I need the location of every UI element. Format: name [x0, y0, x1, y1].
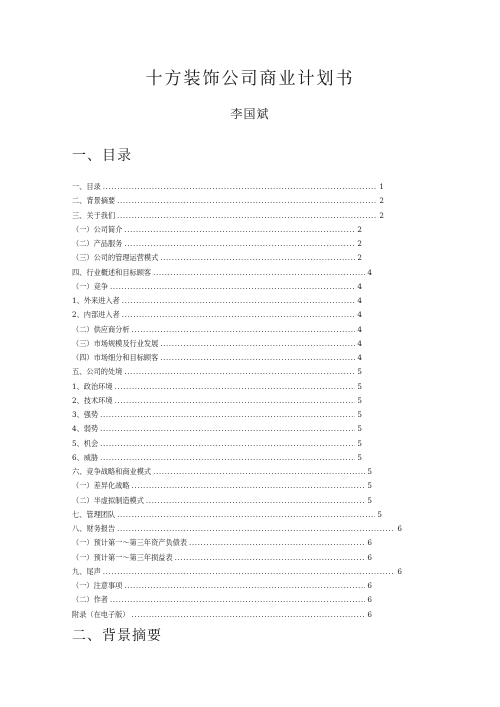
toc-entry-label: 六、竞争战略和商业模式	[72, 467, 152, 476]
toc-leader-dots	[160, 337, 355, 351]
toc-leader-dots	[132, 323, 356, 337]
toc-entry[interactable]	[72, 294, 362, 308]
section-heading-toc: 一、目录	[72, 148, 132, 164]
toc-entry[interactable]	[72, 494, 372, 508]
toc-leader-dots	[115, 380, 356, 394]
toc-entry-page: 6	[367, 552, 372, 562]
toc-leader-dots	[103, 565, 396, 579]
toc-entry-page: 6	[397, 524, 402, 533]
document-title: 十方装饰公司商业计划书	[145, 69, 355, 89]
toc-leader-dots	[117, 522, 395, 536]
toc-leader-dots	[110, 593, 365, 607]
toc-entry-label: 三、关于我们	[72, 210, 116, 220]
toc-entry[interactable]	[72, 508, 382, 522]
toc-entry[interactable]	[72, 308, 362, 322]
toc-entry[interactable]	[72, 337, 362, 351]
toc-leader-dots	[117, 508, 375, 522]
toc-entry[interactable]	[72, 223, 362, 237]
toc-entry-label: 1、政治环境	[72, 381, 113, 391]
toc-entry[interactable]	[72, 251, 362, 265]
toc-entry-page: 6	[367, 595, 372, 605]
toc-leader-dots	[175, 551, 366, 565]
toc-leader-dots	[146, 494, 366, 508]
toc-entry[interactable]	[72, 465, 372, 479]
toc-entry-page: 4	[357, 281, 362, 291]
toc-entry[interactable]	[72, 451, 362, 465]
toc-entry-label: （一）公司简介	[72, 224, 123, 234]
toc-entry[interactable]	[72, 194, 384, 208]
toc-entry-page: 5	[357, 410, 362, 419]
toc-entry-page: 2	[357, 224, 362, 234]
toc-entry-label: （三）市场规模及行业发展	[72, 338, 159, 348]
toc-leader-dots	[117, 209, 377, 223]
toc-entry[interactable]	[72, 579, 372, 593]
toc-entry[interactable]	[72, 266, 372, 280]
toc-leader-dots	[100, 422, 355, 436]
toc-entry[interactable]	[72, 479, 372, 493]
table-of-contents	[72, 180, 402, 622]
toc-entry-page: 6	[367, 609, 372, 619]
toc-leader-dots	[100, 451, 355, 465]
toc-entry-page: 5	[357, 424, 362, 434]
toc-entry-label: 四、行业概述和目标顾客	[72, 267, 152, 277]
toc-entry-page: 6	[367, 538, 372, 548]
toc-entry-label: 二、背景摘要	[72, 196, 116, 206]
toc-entry[interactable]	[72, 209, 384, 223]
toc-entry-label: （四）市场细分和目标顾客	[72, 353, 159, 362]
toc-leader-dots	[117, 194, 377, 208]
toc-entry-page: 4	[357, 338, 362, 348]
toc-entry-label: （一）预计第一～第三年损益表	[72, 552, 173, 562]
toc-entry[interactable]	[72, 351, 362, 365]
toc-leader-dots	[124, 223, 355, 237]
toc-leader-dots	[115, 394, 356, 408]
toc-entry-label: （一）预计第一～第三年资产负债表	[72, 538, 188, 548]
toc-entry-label: （一）注意事项	[72, 581, 123, 590]
toc-entry[interactable]	[72, 408, 362, 422]
toc-entry-label: 2、技术环境	[72, 395, 113, 405]
toc-leader-dots	[189, 536, 365, 550]
toc-entry-page: 5	[357, 367, 362, 377]
toc-entry-label: （二）产品服务	[72, 239, 123, 248]
toc-entry-label: 一、目录	[72, 182, 101, 191]
toc-entry-page: 2	[357, 253, 362, 263]
toc-entry[interactable]	[72, 422, 362, 436]
toc-leader-dots	[103, 180, 378, 194]
toc-entry-label: （一）竞争	[72, 281, 108, 291]
toc-entry-label: 5、机会	[72, 438, 99, 448]
toc-entry[interactable]	[72, 565, 402, 579]
toc-entry-label: 1、外来进入者	[72, 296, 120, 305]
toc-leader-dots	[160, 251, 355, 265]
toc-entry-label: 附录（在电子版）	[72, 609, 130, 619]
toc-entry[interactable]	[72, 593, 372, 607]
toc-entry-label: 八、财务报告	[72, 524, 116, 533]
toc-entry[interactable]	[72, 522, 402, 536]
toc-entry-page: 4	[357, 310, 362, 320]
section-heading-background: 二、背景摘要	[72, 628, 162, 644]
toc-leader-dots	[132, 608, 366, 622]
toc-entry-label: （二）半虚拟制造模式	[72, 495, 144, 505]
toc-entry-page: 5	[357, 438, 362, 448]
toc-entry-page: 2	[379, 210, 384, 220]
toc-entry[interactable]	[72, 380, 362, 394]
toc-entry-page: 4	[357, 324, 362, 334]
toc-leader-dots	[122, 308, 356, 322]
toc-entry-page: 5	[357, 395, 362, 405]
toc-entry[interactable]	[72, 237, 362, 251]
document-author: 李国斌	[230, 107, 270, 121]
toc-leader-dots	[124, 579, 365, 593]
toc-entry-page: 5	[357, 452, 362, 462]
toc-entry-page: 4	[367, 267, 372, 277]
toc-entry[interactable]	[72, 280, 362, 294]
toc-leader-dots	[124, 237, 355, 251]
toc-entry[interactable]	[72, 437, 362, 451]
toc-entry[interactable]	[72, 323, 362, 337]
toc-entry-page: 5	[367, 481, 372, 491]
toc-entry[interactable]	[72, 551, 372, 565]
toc-entry-page: 5	[357, 381, 362, 391]
toc-leader-dots	[110, 280, 355, 294]
toc-entry-page: 5	[377, 509, 382, 519]
toc-leader-dots	[153, 465, 365, 479]
toc-entry-page: 6	[397, 566, 402, 576]
toc-leader-dots	[100, 437, 355, 451]
toc-leader-dots	[100, 408, 355, 422]
toc-entry-label: 2、内部进入者	[72, 310, 120, 320]
toc-leader-dots	[132, 479, 366, 493]
toc-entry[interactable]	[72, 608, 372, 622]
toc-entry-label: （二）作者	[72, 595, 108, 605]
toc-entry-page: 5	[367, 495, 372, 505]
toc-entry-label: 五、公司的处境	[72, 367, 123, 377]
toc-entry-label: （一）差异化战略	[72, 481, 130, 491]
toc-entry-page: 4	[357, 353, 362, 362]
toc-entry-label: （三）公司的管理运营模式	[72, 253, 159, 263]
toc-entry-page: 5	[367, 467, 372, 476]
toc-entry-label: 九、尾声	[72, 566, 101, 576]
toc-entry[interactable]	[72, 536, 372, 550]
toc-entry-label: 6、威胁	[72, 452, 99, 462]
toc-entry-label: 七、管理团队	[72, 509, 116, 519]
toc-leader-dots	[122, 294, 356, 308]
toc-leader-dots	[153, 266, 365, 280]
toc-entry-label: 3、强势	[72, 410, 99, 419]
toc-entry-page: 4	[357, 296, 362, 305]
toc-entry-page: 6	[367, 581, 372, 590]
toc-entry-label: （二）供应商分析	[72, 324, 130, 334]
toc-entry[interactable]	[72, 365, 362, 379]
toc-entry-page: 2	[379, 196, 384, 206]
toc-entry-page: 1	[379, 182, 384, 191]
toc-entry[interactable]	[72, 180, 384, 194]
toc-entry[interactable]	[72, 394, 362, 408]
toc-entry-page: 2	[357, 239, 362, 248]
toc-leader-dots	[160, 351, 355, 365]
toc-leader-dots	[124, 365, 355, 379]
toc-entry-label: 4、弱势	[72, 424, 99, 434]
